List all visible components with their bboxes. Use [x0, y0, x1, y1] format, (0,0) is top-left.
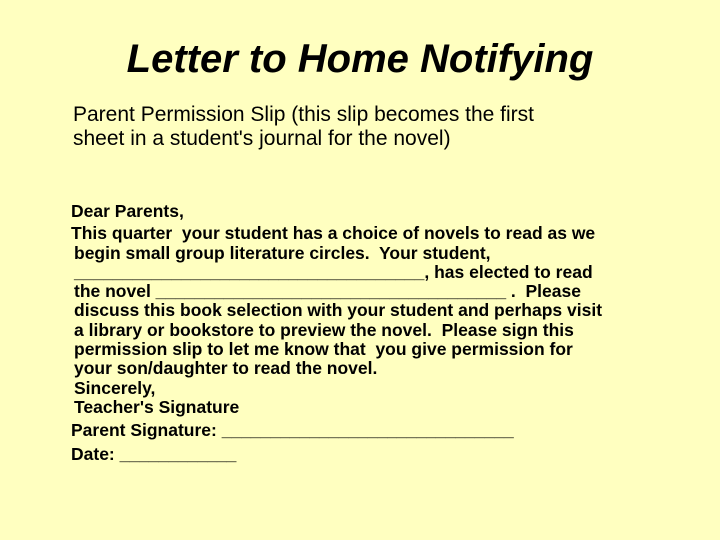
- subtitle-line-1: Parent Permission Slip (this slip becomes the first: [73, 103, 535, 126]
- slide-subtitle: [73, 103, 693, 151]
- parent-signature-line: Parent Signature: ______________________________: [71, 420, 514, 441]
- letter-line: This quarter your student has a choice of novels to read as we: [71, 223, 596, 244]
- letter-line: the novel ____________________________________ . Please: [74, 281, 581, 302]
- letter-line: permission slip to let me know that you give permission for: [74, 339, 573, 360]
- letter-line: a library or bookstore to preview the novel. Please sign this: [74, 319, 574, 340]
- subtitle-line-2: sheet in a student's journal for the novel): [73, 127, 451, 150]
- letter-closing: Sincerely,: [74, 377, 156, 398]
- slide-title: Letter to Home Notifying: [126, 37, 594, 81]
- letter-greeting: Dear Parents,: [71, 201, 184, 221]
- letter-body: [71, 202, 696, 464]
- letter-line: your son/daughter to read the novel.: [74, 358, 378, 379]
- letter-line: ____________________________________, has elected to read: [74, 261, 593, 282]
- letter-line: discuss this book selection with your student and perhaps visit: [74, 300, 603, 321]
- letter-line: begin small group literature circles. Your student,: [74, 242, 491, 263]
- date-line: Date: ____________: [71, 443, 237, 464]
- teacher-signature: Teacher's Signature: [74, 396, 240, 417]
